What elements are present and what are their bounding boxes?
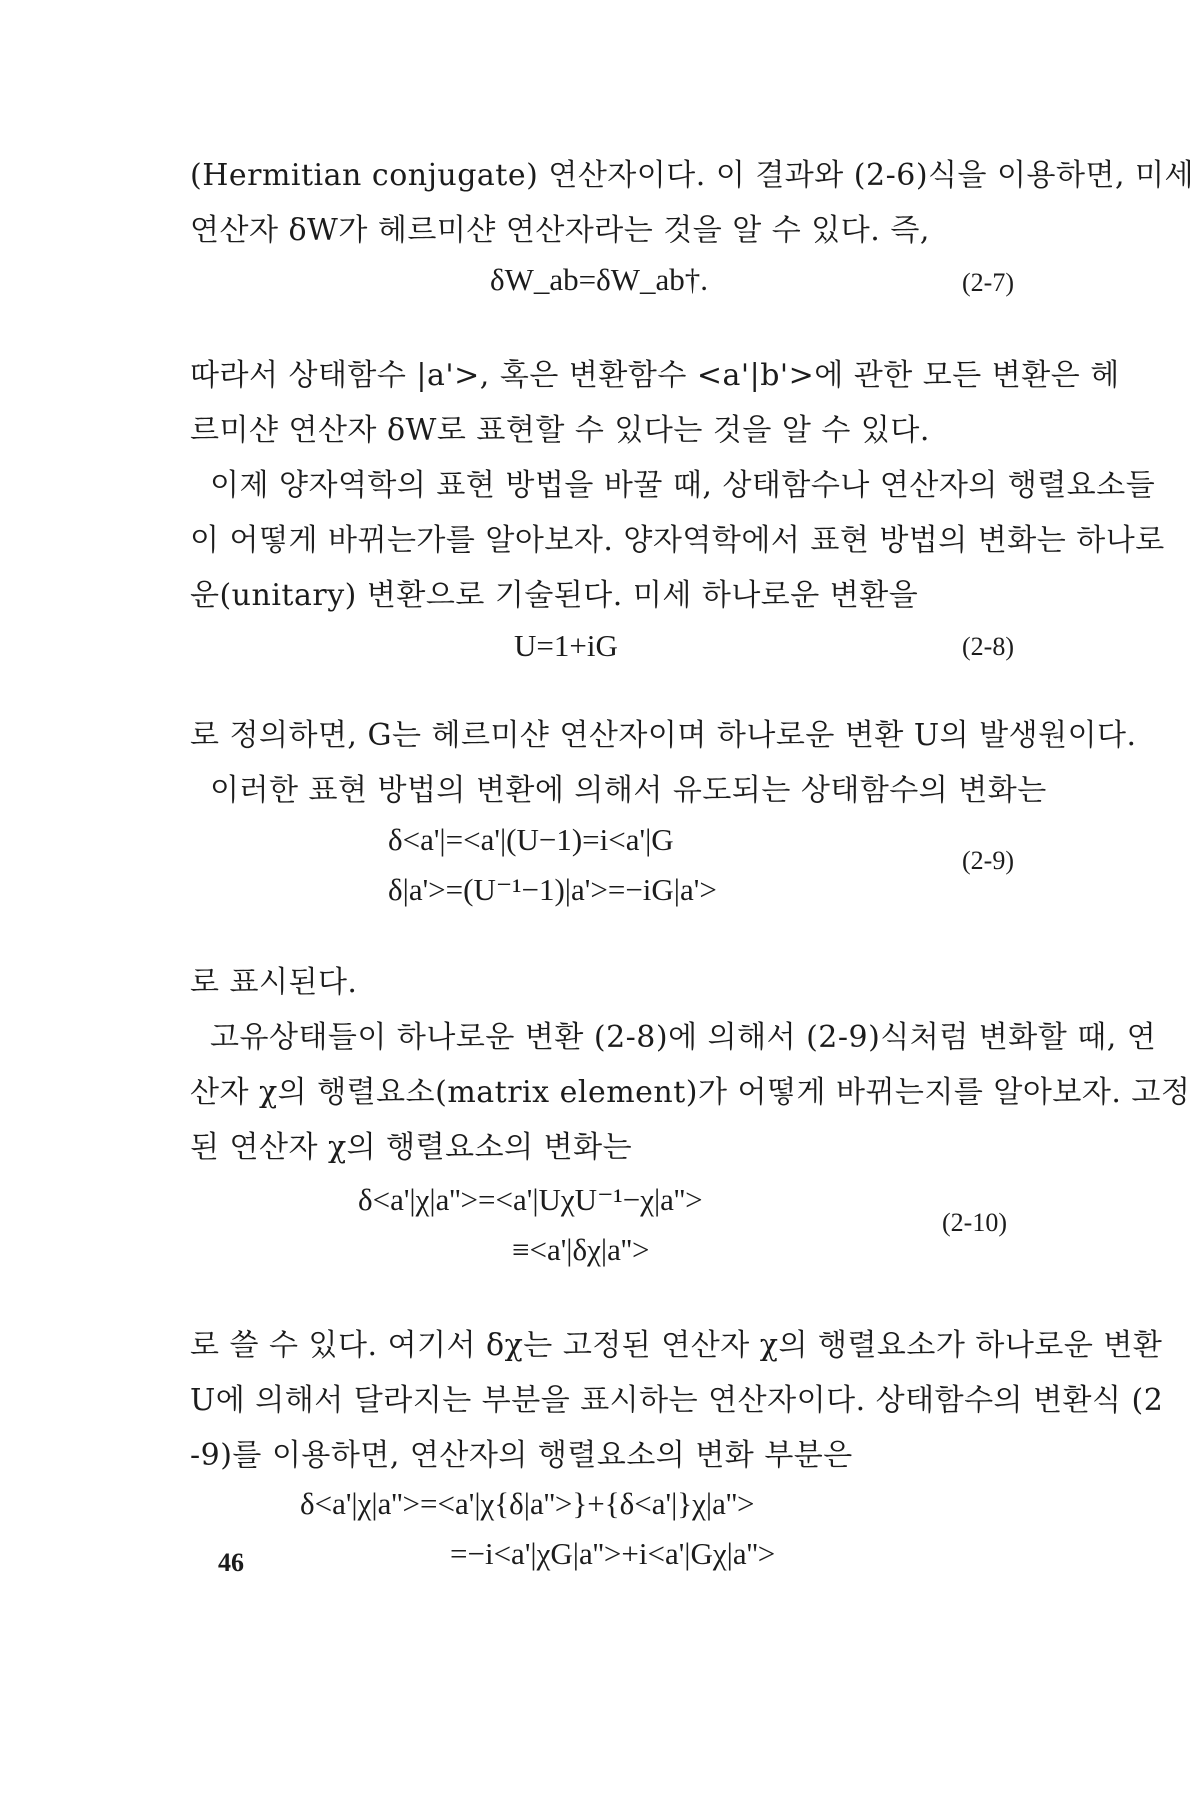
paragraph-line: 이러한 표현 방법의 변환에 의해서 유도되는 상태함수의 변화는 — [210, 773, 1047, 808]
paragraph-line: 따라서 상태함수 |a'>, 혹은 변환함수 <a'|b'>에 관한 모든 변환은 헤 — [190, 358, 1120, 393]
paragraph-line: 산자 χ의 행렬요소(matrix element)가 어떻게 바뀌는지를 알아보자. 고정 — [190, 1075, 1191, 1110]
paragraph-line: (Hermitian conjugate) 연산자이다. 이 결과와 (2-6)식을 이용하면, 미세 — [190, 158, 1194, 193]
equation-number: (2-8) — [962, 632, 1014, 661]
paragraph-line: 운(unitary) 변환으로 기술된다. 미세 하나로운 변환을 — [190, 578, 919, 613]
equation-2-9-line1: δ<a'|=<a'|(U−1)=i<a'|G — [388, 822, 674, 857]
equation-2-10-line2: ≡<a'|δχ|a''> — [512, 1232, 650, 1267]
equation-2-8: U=1+iG — [514, 628, 618, 663]
equation-2-9-line2: δ|a'>=(U⁻¹−1)|a'>=−iG|a'> — [388, 872, 717, 907]
paragraph-line: 르미샨 연산자 δW로 표현할 수 있다는 것을 알 수 있다. — [190, 413, 930, 448]
equation-number: (2-9) — [962, 846, 1014, 875]
paragraph-line: -9)를 이용하면, 연산자의 행렬요소의 변화 부분은 — [190, 1438, 853, 1473]
paragraph-line: 로 정의하면, G는 헤르미샨 연산자이며 하나로운 변환 U의 발생원이다. — [190, 718, 1137, 753]
paragraph-line: U에 의해서 달라지는 부분을 표시하는 연산자이다. 상태함수의 변환식 (2 — [190, 1383, 1164, 1418]
equation-2-10-line1: δ<a'|χ|a''>=<a'|UχU⁻¹−χ|a''> — [358, 1182, 703, 1217]
paragraph-line: 고유상태들이 하나로운 변환 (2-8)에 의해서 (2-9)식처럼 변화할 때, 연 — [210, 1020, 1157, 1055]
equation-number: (2-7) — [962, 268, 1014, 297]
paragraph-line: 연산자 δW가 헤르미샨 연산자라는 것을 알 수 있다. 즉, — [190, 213, 930, 248]
paragraph-line: 이제 양자역학의 표현 방법을 바꿀 때, 상태함수나 연산자의 행렬요소들 — [210, 468, 1156, 503]
paragraph-line: 로 쓸 수 있다. 여기서 δχ는 고정된 연산자 χ의 행렬요소가 하나로운 변환 — [190, 1328, 1163, 1363]
page-number: 46 — [218, 1548, 244, 1577]
equation-final-line2: =−i<a'|χG|a''>+i<a'|Gχ|a''> — [450, 1536, 776, 1571]
equation-2-7: δW_ab=δW_ab†. — [490, 262, 708, 297]
paragraph-line: 된 연산자 χ의 행렬요소의 변화는 — [190, 1130, 633, 1165]
equation-final-line1: δ<a'|χ|a''>=<a'|χ{δ|a''>}+{δ<a'|}χ|a''> — [300, 1486, 755, 1521]
paragraph-line: 이 어떻게 바뀌는가를 알아보자. 양자역학에서 표현 방법의 변화는 하나로 — [190, 523, 1165, 558]
paragraph-line: 로 표시된다. — [190, 965, 358, 1000]
equation-number: (2-10) — [942, 1208, 1007, 1237]
